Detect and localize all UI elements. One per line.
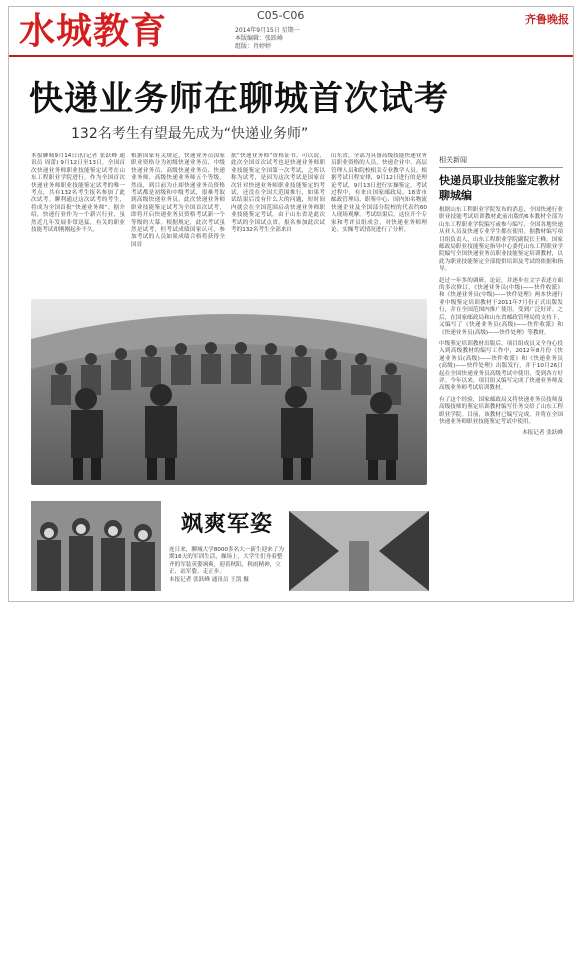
feature-title: 飒爽军姿 — [181, 512, 274, 537]
header-rule — [9, 55, 573, 57]
related-news-paragraph: 中级鉴定培训教材出版后，项目组成员又全身心投入到高级教材的编写工作中，2012年8月份《快递业务员(高级)——快件收派》和《快递业务员(高级)——快件处理》出版发行，并于10月26日起在全国快递业务员高级考试中使用，受到各方好评。今年以来，项目组又编写完成了快递业务师及高级业务师考试培训教材。 — [439, 340, 563, 392]
soldiers-closeup-photo — [31, 501, 161, 591]
related-news-tag: 相关新闻 — [439, 155, 563, 168]
masthead: 水城教育 — [19, 11, 168, 52]
article-column-4: 山东省，全部为具备高级技能快递业务员职业资格的人员，快递企业中、高层管理人员和院校相关专业教学人员。根据考试日程安排，9月12日进行的是理论考试，9月13日进行实操鉴定。考试过程中，有来自国家邮政局、18省市邮政管理局、职鉴中心、国内知名物流快递企业及全国部分院校的代表约60人现场观摩。考试结果后，这位开个专家和考评员组成会，对快递业务师理论、实操考试情况进行了分析。 — [331, 153, 427, 234]
headline: 快递业务师在聊城首次试考 — [29, 79, 449, 119]
related-news-title: 快递员职业技能鉴定教材聊城编 — [439, 174, 560, 202]
subheadline: 132名考生有望最先成为“快递业务师” — [71, 126, 309, 142]
military-training-photo — [31, 299, 427, 485]
related-news-credit: 本报记者 张跃峰 — [522, 430, 563, 437]
article-column-2: 根据国家有关规定，快递业务员国家职业资格分为初级快递业务员、中级快递业务员、高级快递业务员、快递业务师、高级快递业务师五个等级。然而，到目前为止却快递业务员资格考试都是初级和中级考试，很难考取到高级快递业务员。此次快递业务师职业技能鉴定试考为全国首次试考，即将开启快递业务员资格考试新一个等级的大幕。根据规定，此次考试虽然是试考，但考试成绩国家认可，参加考试的人员如果成绩合格将获得全国首 — [131, 153, 225, 248]
related-news-sidebar — [439, 155, 563, 438]
feature-credit: 本报记者 张跃峰 通讯员 王凯 摄 — [169, 576, 249, 583]
related-news-paragraph: 根据山东工程职业学院发布的消息，全国快递行业职业技能考试培训教材此前出版的6本教材全部为山东工程职业学院编写或参与编写，全国各地快递从业人员及快递专业学生都在使用。据教材编写项目组负责人，山东工程职业学院副院长王峰，国家邮政局职业技能鉴定指导中心委托山东工程职业学院编写全国快递业务员职业技能鉴定培训教材，以此为职业技能鉴定全部提供培训及考试的依据和指导。 — [439, 207, 563, 273]
editor-line: 本版编辑：张跃峰 — [235, 35, 284, 42]
page-code: C05-C06 — [257, 9, 305, 22]
article-column-1: 本报聊城9月14日讯(记者 张跃峰 通讯员 周蕾) 9月12日至13日，全国首次快递业务师职业技能鉴定试考在山东工程职业学院进行。作为全国首次快递业务师职业技能鉴定试考的唯一考点，共有132名考生报名参加了此次试考。聊利通过这次试考的考生，将成为全国首批“快递业务师”。据介绍，快递行业作为一个新兴行业，虽然近几年发展非常迅猛，有关的职业技能考试却刚刚起步不久。 — [31, 153, 125, 234]
feature-text — [169, 547, 284, 584]
article-column-3: 批“快递业务师”资格证书。可以说，此次全国首次试考也是快递业务师职业技能鉴定全国第一次考试，之所以称为试考，是因为这次考试是国家首次针对快递业务师职业技能鉴定的考试，还没在全国大范围推行，如果考试结果后没有什么大的问题，短时间内就会在全国范围启动快递业务师职业技能鉴定考试。由于山东省是此次考试的全国试点省，报名参加此次试考的132名考生全部来自 — [231, 153, 325, 234]
feature-body: 连日来，聊城大学8000多名大一新生迎来了为期16天的军训生活，操场上，大学生们身着整齐的军装英姿飒爽，迎着秋阳，秋雨精神，立正、站军姿、走正步。 — [169, 547, 284, 576]
formation-photo — [289, 511, 429, 591]
related-news-paragraph: 有了这个经验，国家邮政局又将快递业务员技师及高级技师的鉴定培训教材编写任务交给了山东工程职业学院。目前，该教材已编写完成，并将在全国快递业务师职业技能鉴定考试中使用。 — [439, 396, 563, 425]
paper-logo: 齐鲁晚报 — [525, 13, 569, 26]
newspaper-page — [8, 6, 574, 602]
proof-line: 组版：肖婷婷 — [235, 43, 272, 50]
related-news-paragraph: 赶过一年多的调研，论证，并逐步在文字表述方面的多次修订，《快递业务员(中级)——快件收派》和《快递业务员(中级)——快件处理》两本快递行业中级鉴定培训教材于2011年7月份正式出版发行，并在全国范围内推广使用，受到广泛好评。之后，在国家邮政局和山东省邮政管理局的支持下，又编写了《快递业务员(高级)——快件收派》和《快递业务员(高级)——快件处理》等教材。 — [439, 277, 563, 336]
issue-info: 2014年9月15日 星期一 — [235, 27, 300, 34]
